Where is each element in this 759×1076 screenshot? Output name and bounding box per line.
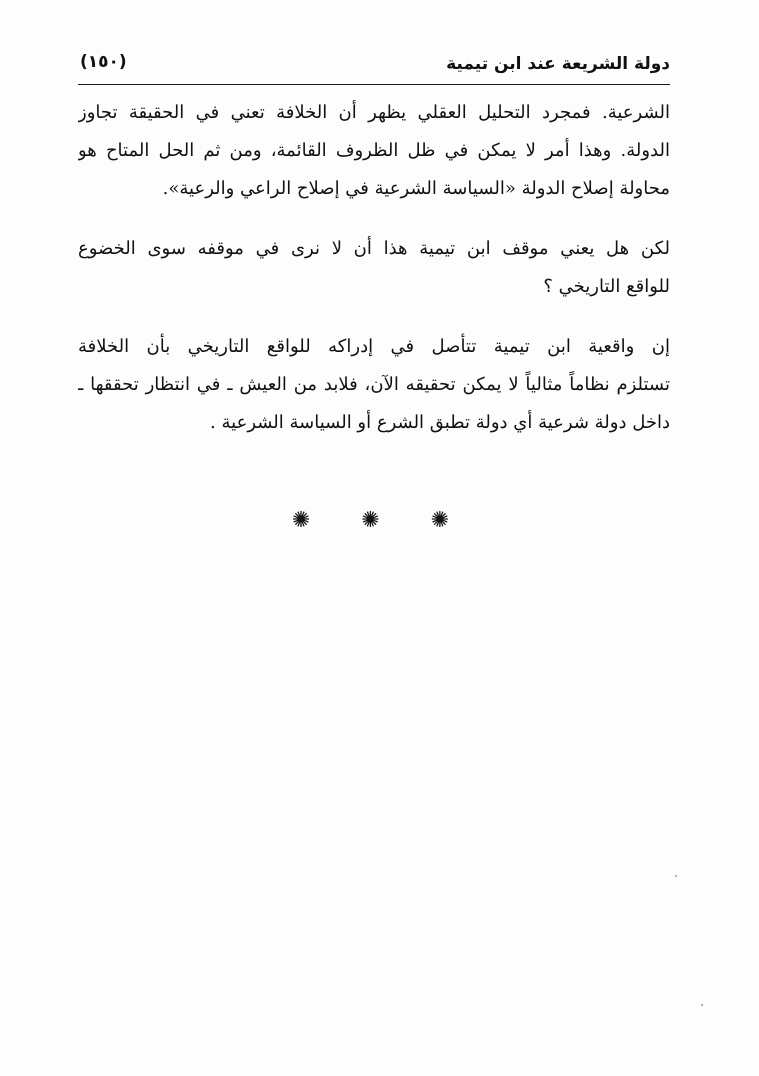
scan-speck (675, 875, 677, 877)
text-line: محاولة إصلاح الدولة «السياسة الشرعية في إصلاح الراعي والرعية». (162, 178, 670, 199)
page-number: (١٥٠) (80, 52, 127, 72)
paragraph-2 (78, 230, 670, 306)
text-line: للواقع التاريخي ؟ (543, 276, 670, 297)
text-line: لكن هل يعني موقف ابن تيمية هذا أن لا نرى في موقفه سوى الخضوع (78, 238, 670, 259)
running-header (78, 50, 670, 85)
text-line: داخل دولة شرعية أي دولة تطبق الشرع أو السياسة الشرعية . (210, 412, 670, 433)
text-line: تستلزم نظاماً مثالياً لا يمكن تحقيقه الآن، فلابد من العيش ـ في انتظار تحققها ـ (78, 374, 670, 395)
section-divider (0, 508, 759, 533)
scan-speck (701, 1004, 703, 1006)
ornament-icon: ✺ (291, 508, 329, 533)
ornament-icon: ✺ (430, 508, 468, 533)
body-text (78, 94, 670, 464)
paragraph-3 (78, 328, 670, 442)
paragraph-1 (78, 94, 670, 208)
text-line: الشرعية. فمجرد التحليل العقلي يظهر أن الخلافة تعني في الحقيقة تجاوز (78, 102, 670, 123)
text-line: إن واقعية ابن تيمية تتأصل في إدراكه للواقع التاريخي بأن الخلافة (78, 336, 670, 357)
header-title: دولة الشريعة عند ابن تيمية (446, 54, 670, 74)
ornament-icon: ✺ (361, 508, 398, 533)
text-line: الدولة. وهذا أمر لا يمكن في ظل الظروف القائمة، ومن ثم الحل المتاح هو (78, 140, 670, 161)
